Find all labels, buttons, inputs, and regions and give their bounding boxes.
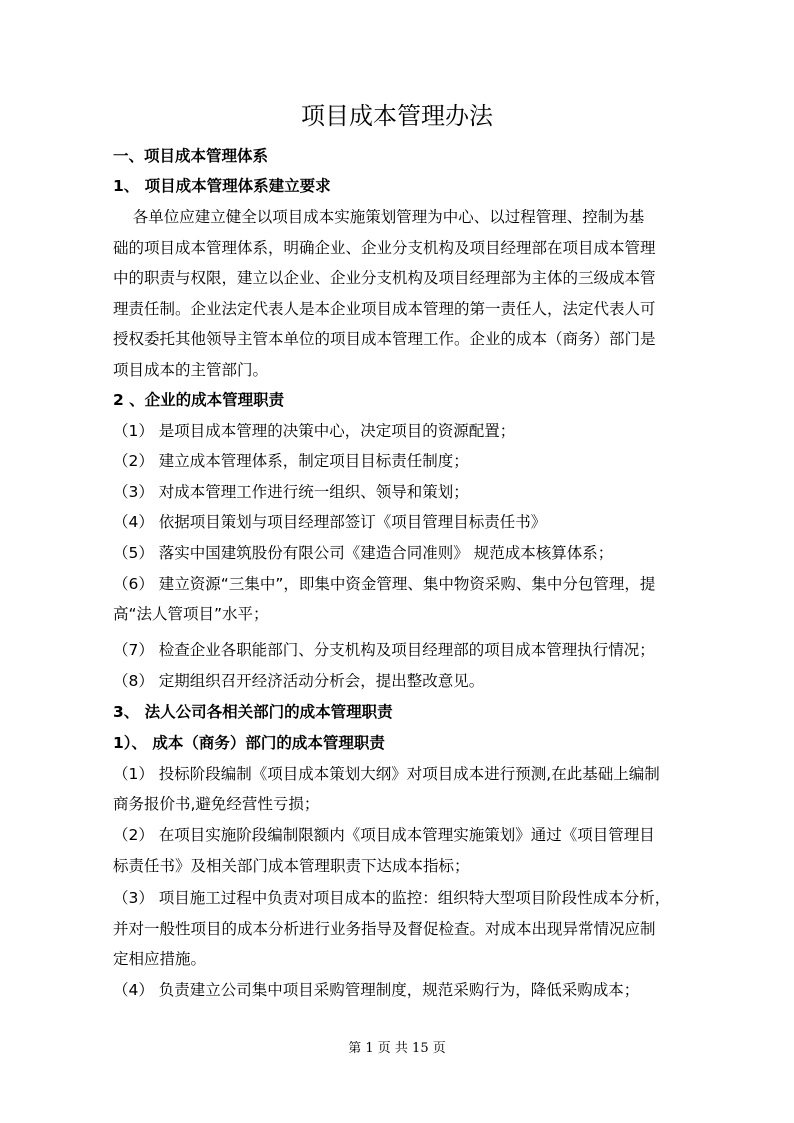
- list-item-continuation: 定相应措施。: [113, 950, 207, 968]
- paragraph-line: 各单位应建立健全以项目成本实施策划管理为中心、以过程管理、控制为基: [113, 208, 645, 226]
- list-item: （3） 项目施工过程中负责对项目成本的监控：组织特大型项目阶段性成本分析，: [113, 889, 671, 907]
- paragraph-line: 中的职责与权限，建立以企业、企业分支机构及项目经理部为主体的三级成本管: [113, 269, 656, 287]
- list-item-continuation: 高“法人管项目”水平；: [113, 605, 269, 623]
- paragraph-line: 项目成本的主管部门。: [113, 361, 269, 379]
- list-item: （4） 负责建立公司集中项目采购管理制度，规范采购行为，降低采购成本；: [113, 981, 640, 999]
- paragraph-line: 授权委托其他领导主管本单位的项目成本管理工作。企业的成本（商务）部门是: [113, 330, 656, 348]
- list-item-continuation: 并对一般性项目的成本分析进行业务指导及督促检查。对成本出现异常情况应制: [113, 920, 656, 938]
- section-heading-1: 一、项目成本管理体系: [113, 147, 269, 165]
- list-item-continuation: 标责任书》及相关部门成本管理职责下达成本指标；: [113, 857, 470, 875]
- list-item: （6） 建立资源“三集中”，即集中资金管理、集中物资采购、集中分包管理，提: [113, 575, 656, 593]
- subsection-heading-1: 1、 项目成本管理体系建立要求: [113, 177, 331, 195]
- list-item: （5） 落实中国建筑股份有限公司《建造合同准则》 规范成本核算体系；: [113, 544, 614, 562]
- list-item: （2） 建立成本管理体系，制定项目目标责任制度；: [113, 452, 469, 470]
- subsection-heading-3-1: 1）、 成本（商务）部门的成本管理职责: [113, 734, 385, 752]
- paragraph-line: 理责任制。企业法定代表人是本企业项目成本管理的第一责任人，法定代表人可: [113, 300, 656, 318]
- paragraph-line: 础的项目成本管理体系，明确企业、企业分支机构及项目经理部在项目成本管理: [113, 239, 656, 257]
- list-item: （7） 检查企业各职能部门、分支机构及项目经理部的项目成本管理执行情况；: [113, 641, 655, 659]
- list-item: （3） 对成本管理工作进行统一组织、领导和策划；: [113, 483, 469, 501]
- subsection-heading-2: 2 、企业的成本管理职责: [113, 391, 285, 409]
- page-number-footer: 第 1 页 共 15 页: [348, 1041, 446, 1056]
- subsection-heading-3: 3、 法人公司各相关部门的成本管理职责: [113, 703, 393, 721]
- list-item: （1） 是项目成本管理的决策中心，决定项目的资源配置；: [113, 422, 516, 440]
- list-item: （4） 依据项目策划与项目经理部签订《项目管理目标责任书》: [113, 513, 547, 531]
- document-title: 项目成本管理办法: [301, 102, 493, 130]
- list-item: （2） 在项目实施阶段编制限额内《项目成本管理实施策划》通过《项目管理目: [113, 826, 655, 844]
- list-item-continuation: 商务报价书,避免经营性亏损；: [113, 795, 320, 813]
- list-item: （1） 投标阶段编制《项目成本策划大纲》对项目成本进行预测,在此基础上编制: [113, 765, 660, 783]
- list-item: （8） 定期组织召开经济活动分析会，提出整改意见。: [113, 672, 485, 690]
